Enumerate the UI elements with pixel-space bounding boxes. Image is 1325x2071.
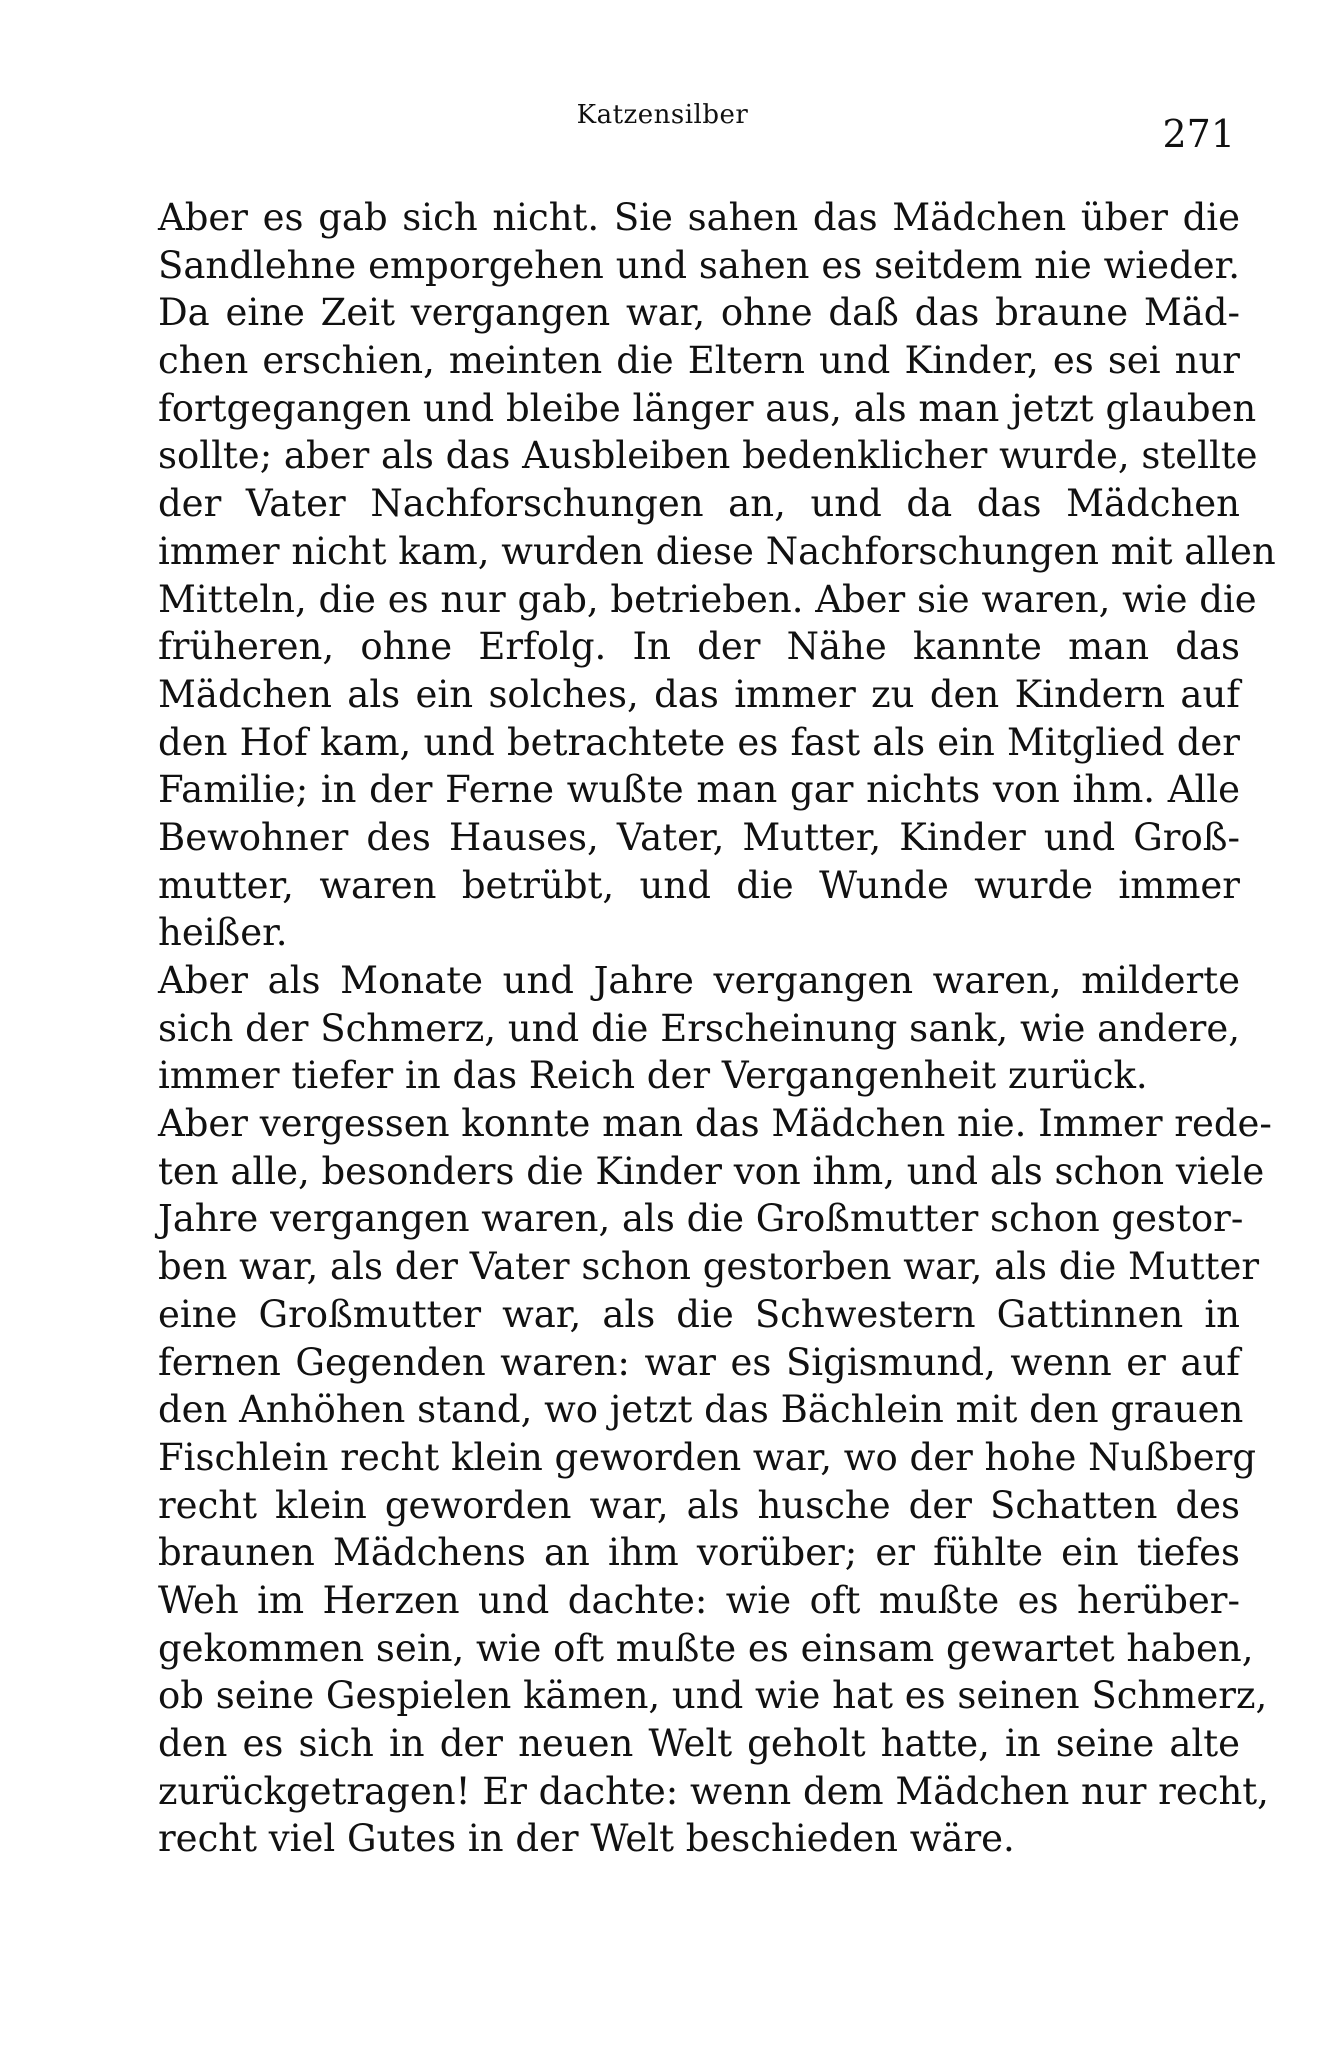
text-line: recht viel Gutes in der Welt beschieden wäre. bbox=[158, 1817, 1015, 1861]
text-line: gekommen sein, wie oft mußte es einsam gewartet haben, bbox=[158, 1626, 1254, 1670]
text-line: Aber vergessen konnte man das Mädchen nie. Immer rede- bbox=[158, 1102, 1272, 1146]
text-line: immer tiefer in das Reich der Vergangenheit zurück. bbox=[158, 1054, 1148, 1098]
text-line: eine Großmutter war, als die Schwestern Gattinnen in bbox=[158, 1292, 1240, 1336]
text-line: braunen Mädchens an ihm vorüber; er fühlte ein tiefes bbox=[158, 1531, 1240, 1575]
text-line: heißer. bbox=[158, 911, 288, 955]
text-line: fortgegangen und bleibe länger aus, als man jetzt glauben bbox=[158, 386, 1257, 430]
text-line: mutter, waren betrübt, und die Wunde wurde immer bbox=[158, 863, 1240, 907]
text-line: ten alle, besonders die Kinder von ihm, und als schon viele bbox=[158, 1149, 1265, 1193]
text-line: Jahre vergangen waren, als die Großmutter schon gestor- bbox=[158, 1197, 1244, 1241]
text-line: Aber es gab sich nicht. Sie sahen das Mädchen über die bbox=[158, 196, 1240, 239]
text-line: Fischlein recht klein geworden war, wo der hohe Nußberg bbox=[158, 1435, 1257, 1479]
text-line: ben war, als der Vater schon gestorben war, als die Mutter bbox=[158, 1245, 1260, 1289]
text-line: zurückgetragen! Er dachte: wenn dem Mädchen nur recht, bbox=[158, 1769, 1269, 1813]
text-line: recht klein geworden war, als husche der Schatten des bbox=[158, 1483, 1240, 1527]
text-line: den es sich in der neuen Welt geholt hatte, in seine alte bbox=[158, 1722, 1240, 1765]
text-line: ob seine Gespielen kämen, und wie hat es seinen Schmerz, bbox=[158, 1674, 1268, 1718]
text-line: den Anhöhen stand, wo jetzt das Bächlein mit den grauen bbox=[158, 1388, 1244, 1432]
text-line: der Vater Nachforschungen an, und da das Mädchen bbox=[158, 482, 1240, 526]
text-line: Mitteln, die es nur gab, betrieben. Aber sie waren, wie die bbox=[158, 577, 1257, 621]
text-line: sollte; aber als das Ausbleiben bedenklicher wurde, stellte bbox=[158, 434, 1258, 478]
text-line: immer nicht kam, wurden diese Nachforschungen mit allen bbox=[158, 529, 1276, 573]
text-line: den Hof kam, und betrachtete es fast als ein Mitglied der bbox=[158, 720, 1240, 764]
page-number: 271 bbox=[1162, 112, 1235, 156]
text-line: chen erschien, meinten die Eltern und Kinder, es sei nur bbox=[158, 339, 1240, 383]
body-text bbox=[158, 194, 1276, 1863]
text-line: sich der Schmerz, und die Erscheinung sank, wie andere, bbox=[158, 1006, 1240, 1050]
text-line: Familie; in der Ferne wußte man gar nichts von ihm. Alle bbox=[158, 768, 1240, 812]
text-line: Weh im Herzen und dachte: wie oft mußte es herüber- bbox=[158, 1578, 1240, 1622]
text-line: Mädchen als ein solches, das immer zu den Kindern auf bbox=[158, 672, 1240, 716]
text-line: Aber als Monate und Jahre vergangen waren, milderte bbox=[158, 959, 1240, 1002]
text-line: fernen Gegenden waren: war es Sigismund, wenn er auf bbox=[158, 1340, 1240, 1384]
running-head: Katzensilber bbox=[576, 100, 749, 130]
text-line: früheren, ohne Erfolg. In der Nähe kannte man das bbox=[158, 625, 1240, 669]
text-line: Da eine Zeit vergangen war, ohne daß das braune Mäd- bbox=[158, 291, 1240, 335]
text-line: Sandlehne emporgehen und sahen es seitdem nie wieder. bbox=[158, 243, 1240, 287]
text-line: Bewohner des Hauses, Vater, Mutter, Kinder und Groß- bbox=[158, 815, 1240, 859]
